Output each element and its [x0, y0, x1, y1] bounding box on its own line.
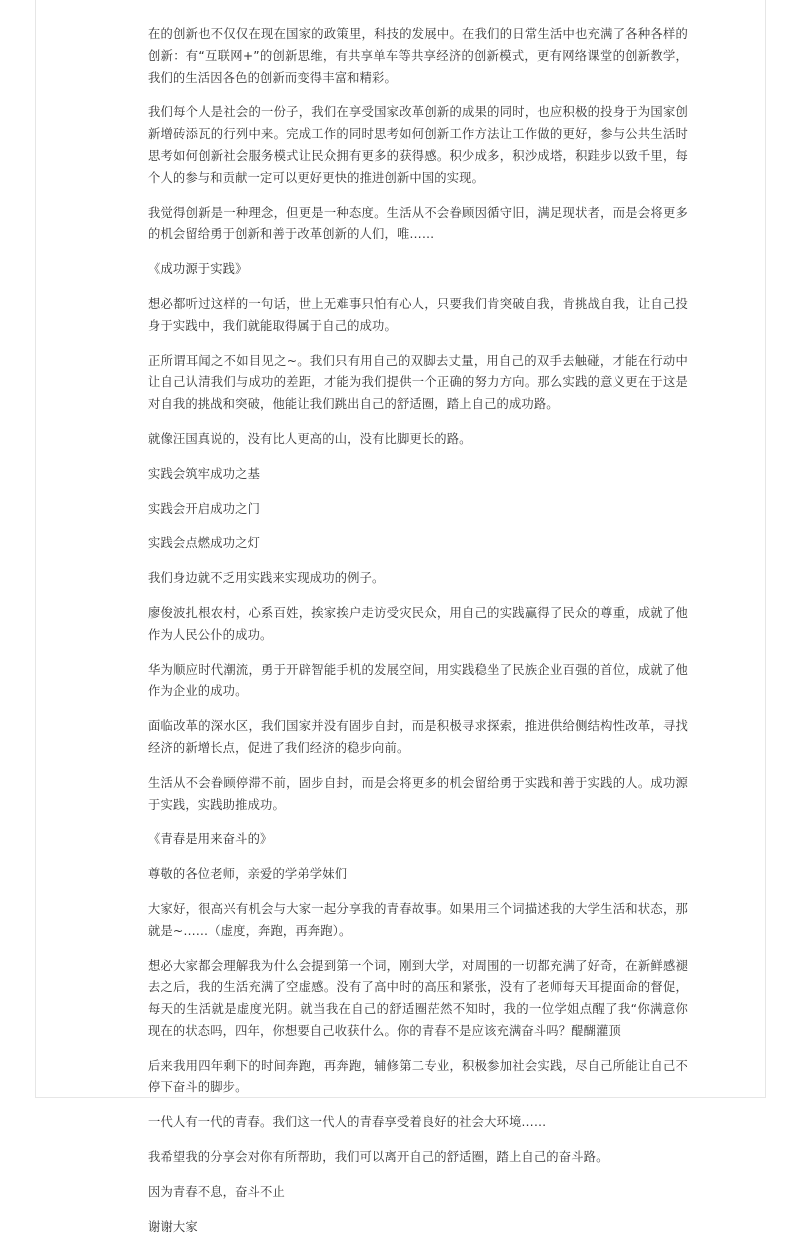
paragraph: 在的创新也不仅仅在现在国家的政策里，科技的发展中。在我们的日常生活中也充满了各种各样的创新：有“互联网+”的创新思维，有共享单车等共享经济的创新模式，更有网络课堂的创新教学，我们的生活因各色的创新而变得丰富和精彩。 — [148, 27, 688, 85]
paragraph: 因为青春不息，奋斗不止 — [148, 1184, 285, 1199]
paragraph: 一代人有一代的青春。我们这一代人的青春享受着良好的社会大环境…… — [148, 1115, 547, 1130]
paragraph: 面临改革的深水区，我们国家并没有固步自封，而是积极寻求探索，推进供给侧结构性改革，寻找经济的新增长点，促进了我们经济的稳步向前。 — [148, 719, 688, 755]
paragraph: 就像汪国真说的，没有比人更高的山，没有比脚更长的路。 — [148, 431, 472, 446]
paragraph: 想必都听过这样的一句话，世上无难事只怕有心人，只要我们肯突破自我，肯挑战自我，让自己投身于实践中，我们就能取得属于自己的成功。 — [148, 296, 688, 333]
paragraph: 廖俊波扎根农村，心系百姓，挨家挨户走访受灾民众，用自己的实践赢得了民众的尊重，成就了他作为人民公仆的成功。 — [148, 605, 688, 642]
paragraph: 正所谓耳闻之不如目见之~。我们只有用自己的双脚去丈量，用自己的双手去触碰，才能在行动中让自己认清我们与成功的差距，才能为我们提供一个正确的努力方向。那么实践的意义更在于这是对自我的挑战和突破，他能让我们跳出自己的舒适圈，踏上自己的成功路。 — [148, 353, 688, 412]
section-title: 《成功源于实践》 — [148, 262, 248, 277]
paragraph: 实践会筑牢成功之基 — [148, 466, 261, 481]
paragraph: 想必大家都会理解我为什么会提到第一个词，刚到大学，对周围的一切都充满了好奇，在新鲜感褪去之后，我的生活充满了空虚感。没有了高中时的高压和紧张，没有了老师每天耳提面命的督促，每天的生活就是虚度光阴。就当我在自己的舒适圈茫然不知时，我的一位学姐点醒了我“你满意你现在的状态吗，四年，你想要自己收获什么。你的青春不是应该充满奋斗吗？醍醐灌顶 — [148, 958, 688, 1038]
paragraph: 我希望我的分享会对你有所帮助，我们可以离开自己的舒适圈，踏上自己的奋斗路。 — [148, 1150, 609, 1165]
section-title: 《青春是用来奋斗的》 — [148, 832, 273, 847]
paragraph: 实践会开启成功之门 — [148, 501, 261, 516]
document-body — [148, 24, 688, 1251]
paragraph: 谢谢大家 — [148, 1219, 198, 1234]
paragraph: 我们每个人是社会的一份子，我们在享受国家改革创新的成果的同时，也应积极的投身于为国家创新增砖添瓦的行列中来。完成工作的同时思考如何创新工作方法让工作做的更好，参与公共生活时思考如何创新社会服务模式让民众拥有更多的获得感。积少成多，积沙成塔，积跬步以致千里，每个人的参与和贡献一定可以更好更快的推进创新中国的实现。 — [148, 105, 688, 185]
document-page — [35, 0, 766, 1234]
paragraph: 实践会点燃成功之灯 — [148, 536, 261, 551]
paragraph: 后来我用四年剩下的时间奔跑，再奔跑，辅修第二专业，积极参加社会实践，尽自己所能让自己不停下奋斗的脚步。 — [148, 1058, 688, 1095]
paragraph: 生活从不会眷顾停滞不前，固步自封，而是会将更多的机会留给勇于实践和善于实践的人。成功源于实践，实践助推成功。 — [148, 775, 688, 812]
paragraph: 华为顺应时代潮流，勇于开辟智能手机的发展空间，用实践稳坐了民族企业百强的首位，成就了他作为企业的成功。 — [148, 662, 688, 699]
paragraph: 我们身边就不乏用实践来实现成功的例子。 — [148, 571, 385, 586]
paragraph: 我觉得创新是一种理念，但更是一种态度。生活从不会眷顾因循守旧，满足现状者，而是会将更多的机会留给勇于创新和善于改革创新的人们，唯…… — [148, 205, 688, 242]
paragraph: 尊敬的各位老师，亲爱的学弟学妹们 — [148, 867, 348, 882]
paragraph: 大家好，很高兴有机会与大家一起分享我的青春故事。如果用三个词描述我的大学生活和状态，那就是~……（虚度，奔跑，再奔跑）。 — [148, 901, 688, 938]
